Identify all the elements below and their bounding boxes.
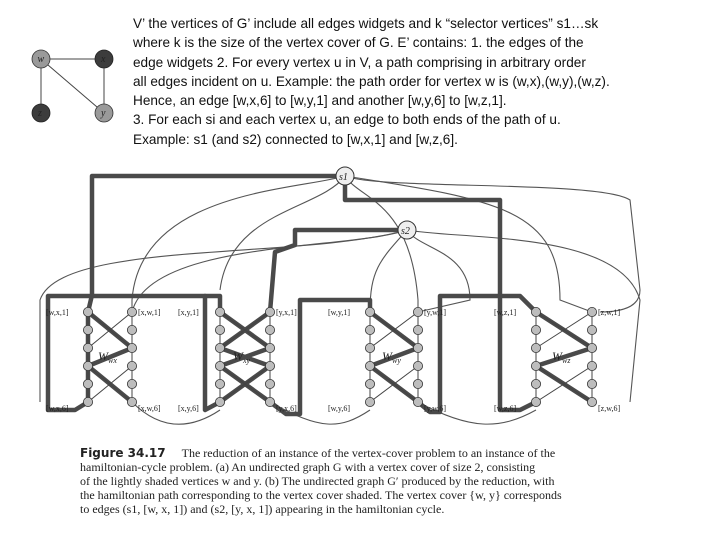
widget-node xyxy=(127,307,136,316)
figure-caption xyxy=(80,446,658,516)
widget-node xyxy=(531,361,540,370)
widget-name: $W_{xy}$ xyxy=(233,349,251,365)
slide-text-line: all edges incident on u. Example: the path order for vertex w is (w,x),(w,y),(w,z). xyxy=(133,73,610,89)
widget-node xyxy=(587,379,596,388)
widget-node xyxy=(127,325,136,334)
caption-line: The reduction of an instance of the vertex-cover problem to an instance of the xyxy=(181,446,556,460)
widget-node xyxy=(587,397,596,406)
widget-node xyxy=(365,379,374,388)
widget-node xyxy=(127,361,136,370)
top-label: [x,w,1] xyxy=(138,308,161,317)
widget-node xyxy=(365,343,374,352)
widget-node xyxy=(413,397,422,406)
bottom-label: [w,x,6] xyxy=(46,404,69,413)
figure-label: Figure 34.17 xyxy=(80,446,166,460)
widget-node xyxy=(413,361,422,370)
graph-g-label-w: w xyxy=(37,54,45,65)
selector-label-s1: s1 xyxy=(339,172,348,183)
widget-node xyxy=(83,361,92,370)
bottom-label: [z,w,6] xyxy=(598,404,621,413)
widget-node xyxy=(265,397,274,406)
widget-node xyxy=(265,343,274,352)
bottom-label: [x,w,6] xyxy=(138,404,161,413)
widget-node xyxy=(587,307,596,316)
widget-node xyxy=(83,343,92,352)
widget-edges xyxy=(88,312,592,402)
selector-label-s2: s2 xyxy=(401,226,410,237)
widget-node xyxy=(531,379,540,388)
widget-node xyxy=(531,343,540,352)
widget-node xyxy=(83,397,92,406)
bottom-label: [x,y,6] xyxy=(178,404,199,413)
slide-text-line: V’ the vertices of G’ include all edges widgets and k “selector vertices” s1…sk xyxy=(133,16,599,31)
graph-g-label-y: y xyxy=(101,108,106,119)
widget-name: $W_{wx}$ xyxy=(98,349,117,365)
hamiltonian-path-shaded xyxy=(48,176,592,414)
widget-node xyxy=(587,361,596,370)
widget-node xyxy=(413,379,422,388)
widget-node xyxy=(215,361,224,370)
graph-g-label-x: x xyxy=(101,54,106,65)
widget-node xyxy=(265,307,274,316)
caption-line: of the lightly shaded vertices w and y. (b) The undirected graph G′ produced by the reduction, with xyxy=(80,474,555,488)
widget-node xyxy=(215,325,224,334)
widget-node xyxy=(531,397,540,406)
widget-node xyxy=(265,379,274,388)
widget-node xyxy=(215,379,224,388)
widget-node xyxy=(127,343,136,352)
top-label: [z,w,1] xyxy=(598,308,621,317)
widget-node xyxy=(127,379,136,388)
widget-name: $W_{wz}$ xyxy=(552,349,571,365)
widget-node xyxy=(531,307,540,316)
caption-line: the hamiltonian path corresponding to the vertex cover shaded. The vertex cover {w, y} corresponds xyxy=(80,488,562,502)
slide-text-line: 3. For each si and each vertex u, an edge to both ends of the path of u. xyxy=(133,112,561,128)
widget-node xyxy=(215,307,224,316)
widget-node xyxy=(215,343,224,352)
widget-node xyxy=(413,307,422,316)
widget-node xyxy=(83,325,92,334)
bottom-label: [y,w,6] xyxy=(424,404,447,413)
widget-node xyxy=(365,397,374,406)
bottom-label: [w,z,6] xyxy=(494,404,517,413)
top-label: [x,y,1] xyxy=(178,308,199,317)
widget-node xyxy=(83,307,92,316)
graph-g-label-z: z xyxy=(38,108,42,119)
top-label: [y,w,1] xyxy=(424,308,447,317)
widget-name: $W_{wy}$ xyxy=(382,349,401,365)
slide-text-line: edge widgets 2. For every vertex u in V, a path comprising in arbitrary order xyxy=(133,54,586,70)
widget-nodes xyxy=(83,307,596,406)
slide-text-line: where k is the size of the vertex cover of G. E’ contains: 1. the edges of the xyxy=(133,35,584,51)
top-label: [w,z,1] xyxy=(494,308,517,317)
top-label: [w,y,1] xyxy=(328,308,351,317)
widget-node xyxy=(365,325,374,334)
widget-node xyxy=(531,325,540,334)
slide-text-line: Hence, an edge [w,x,6] to [w,y,1] and another [w,y,6] to [w,z,1]. xyxy=(133,93,507,109)
caption-line: to edges (s1, [w, x, 1]) and (s2, [y, x, 1]) appearing in the hamiltonian cycle. xyxy=(80,502,445,516)
widget-node xyxy=(127,397,136,406)
bottom-label: [w,y,6] xyxy=(328,404,351,413)
slide-text-line: Example: s1 (and s2) connected to [w,x,1] and [w,z,6]. xyxy=(133,131,458,147)
widget-node xyxy=(215,397,224,406)
widget-node xyxy=(83,379,92,388)
widget-node xyxy=(265,361,274,370)
bottom-label: [y,x,6] xyxy=(276,404,297,413)
top-label: [w,x,1] xyxy=(46,308,69,317)
widget-node xyxy=(413,325,422,334)
widget-node xyxy=(365,307,374,316)
top-label: [y,x,1] xyxy=(276,308,297,317)
widget-node xyxy=(587,325,596,334)
widget-node xyxy=(265,325,274,334)
widget-node xyxy=(587,343,596,352)
caption-line: hamiltonian-cycle problem. (a) An undirected graph G with a vertex cover of size 2, consisting xyxy=(80,460,536,474)
widget-node xyxy=(413,343,422,352)
widget-node xyxy=(365,361,374,370)
